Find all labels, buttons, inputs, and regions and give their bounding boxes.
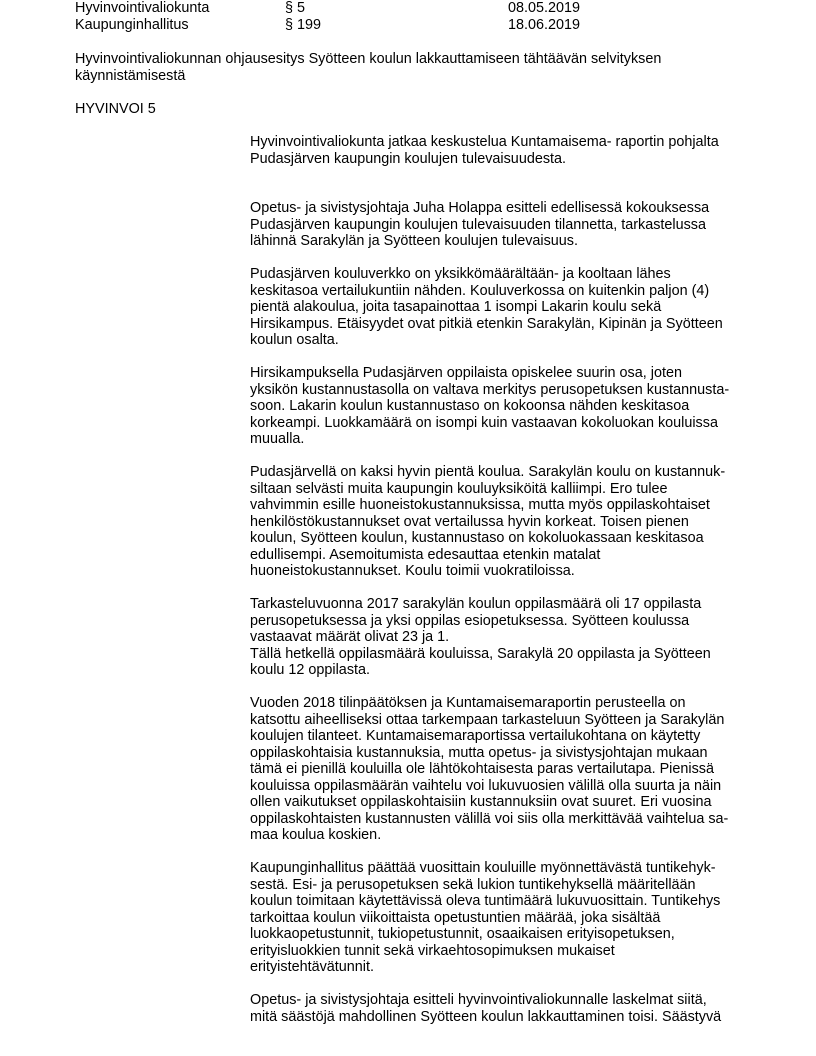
- paragraph: [250, 596, 750, 679]
- paragraph: [250, 365, 750, 448]
- text-line: siltaan selvästi muita kaupungin kouluyksiköitä kalliimpi. Ero tulee: [250, 480, 668, 497]
- text-line: Opetus- ja sivistysjohtaja Juha Holappa esitteli edellisessä kokouksessa: [250, 200, 710, 216]
- document-code: HYVINVOI 5: [75, 101, 156, 117]
- paragraph: [250, 860, 750, 976]
- text-line: Tarkasteluvuonna 2017 sarakylän koulun oppilasmäärä oli 17 oppilasta: [250, 596, 702, 612]
- text-line: soon. Lakarin koulun kustannustaso on kokoonsa nähden keskitasoa: [250, 398, 690, 414]
- text-line: Kaupunginhallitus päättää vuosittain kouluille myönnettävästä tuntikehyk-: [250, 860, 716, 876]
- text-line: Hirsikampus. Etäisyydet ovat pitkiä etenkin Sarakylän, Kipinän ja Syötteen: [250, 315, 723, 332]
- text-line: maa koulua koskien.: [250, 827, 382, 843]
- text-line: Hyvinvointivaliokunta jatkaa keskustelua Kuntamaisema- raportin pohjalta: [250, 134, 719, 150]
- document-header: [75, 0, 775, 33]
- text-line: huoneistokustannukset. Koulu toimii vuokratiloissa.: [250, 563, 575, 579]
- text-line: mitä säästöjä mahdollinen Syötteen koulun lakkauttaminen toisi. Säästyvä: [250, 1008, 722, 1025]
- text-line: oppilaskohtaisia kustannuksia, mutta opetus- ja sivistysjohtajan mukaan: [250, 744, 708, 761]
- text-line: perusopetuksessa ja yksi oppilas esiopetuksessa. Syötteen koulussa: [250, 612, 690, 629]
- text-line: henkilöstökustannukset ovat vertailussa hyvin korkeat. Toisen pienen: [250, 513, 689, 530]
- text-line: erityisluokkien tunnit sekä virkaehtosopimuksen mukaiset: [250, 942, 615, 959]
- text-line: Pudasjärven kouluverkko on yksikkömäärältään- ja kooltaan lähes: [250, 266, 671, 282]
- text-line: muualla.: [250, 431, 305, 447]
- subject-line: käynnistämisestä: [75, 67, 186, 84]
- paragraph: [250, 200, 750, 250]
- text-line: kouluissa oppilasmäärän vaihtelu voi lukuvuosien välillä olla suurta ja näin: [250, 777, 722, 794]
- paragraph: [250, 695, 750, 844]
- paragraph: [250, 464, 750, 580]
- text-line: tämä ei pienillä kouluilla ole lähtökohtaisesta paras vertailutapa. Pienissä: [250, 761, 714, 777]
- paragraph: [250, 266, 750, 349]
- text-line: koulun toimitaan käytettävissä oleva tuntimäärä lukuvuosittain. Tuntikehys: [250, 893, 721, 909]
- text-line: edullisempi. Asemoitumista edesauttaa etenkin matalat: [250, 546, 601, 563]
- paragraph: [250, 134, 750, 167]
- text-line: tarkoittaa koulun viikoittaista opetustuntien määrää, joka sisältää: [250, 909, 661, 926]
- text-line: Pudasjärven kaupungin koulujen tulevaisuuden tilannetta, tarkastelussa: [250, 216, 707, 233]
- text-line: Opetus- ja sivistysjohtaja esitteli hyvinvointivaliokunnalle laskelmat siitä,: [250, 992, 707, 1008]
- text-line: Hirsikampuksella Pudasjärven oppilaista opiskelee suurin osa, joten: [250, 365, 682, 381]
- text-line: koulun, Syötteen koulun, kustannustaso on kokoluokassaan keskitasoa: [250, 530, 704, 546]
- header-date: 08.05.2019: [508, 0, 581, 16]
- text-line: korkeampi. Luokkamäärä on isompi kuin vastaavan kokoluokan kouluissa: [250, 414, 718, 431]
- header-section: § 199: [285, 16, 322, 33]
- text-line: vastaavat määrät olivat 23 ja 1.: [250, 629, 450, 645]
- header-section: § 5: [285, 0, 306, 16]
- text-line: erityistehtävätunnit.: [250, 959, 374, 975]
- header-row-committee: [75, 0, 775, 17]
- text-line: koulujen tilanteet. Kuntamaisemaraportissa vertailukohtana on käytetty: [250, 728, 701, 744]
- subject-line: Hyvinvointivaliokunnan ohjausesitys Syötteen koulun lakkauttamiseen tähtäävän selvityksen: [75, 51, 662, 67]
- text-line: Vuoden 2018 tilinpäätöksen ja Kuntamaisemaraportin perusteella on: [250, 695, 686, 711]
- header-org: Kaupunginhallitus: [75, 16, 189, 33]
- text-line: koulu 12 oppilasta.: [250, 662, 371, 678]
- text-line: sestä. Esi- ja perusopetuksen sekä lukion tuntikehyksellä määritellään: [250, 876, 696, 893]
- text-line: ollen vaikutukset oppilaskohtaisiin kustannuksiin ovat suuret. Eri vuosina: [250, 794, 712, 810]
- text-line: luokkaopetustunnit, tukiopetustunnit, osaaikaisen erityisopetuksen,: [250, 926, 675, 942]
- text-line: Tällä hetkellä oppilasmäärä kouluissa, Sarakylä 20 oppilasta ja Syötteen: [250, 645, 711, 662]
- header-date: 18.06.2019: [508, 16, 581, 33]
- text-line: vahvimmin esille huoneistokustannuksissa, mutta myös oppilaskohtaiset: [250, 497, 710, 513]
- header-org: Hyvinvointivaliokunta: [75, 0, 210, 16]
- text-line: oppilaskohtaisten kustannusten välillä voi siis olla merkittävää vaihtelua sa-: [250, 810, 729, 827]
- text-line: katsottu aiheelliseksi ottaa tarkempaan tarkasteluun Syötteen ja Sarakylän: [250, 711, 725, 728]
- header-row-board: [75, 17, 775, 34]
- text-line: Pudasjärvellä on kaksi hyvin pientä koulua. Sarakylän koulu on kustannuk-: [250, 464, 726, 480]
- text-line: koulun osalta.: [250, 332, 339, 348]
- text-line: Pudasjärven kaupungin koulujen tulevaisuudesta.: [250, 150, 567, 167]
- paragraph: [250, 992, 750, 1025]
- document-body: [250, 134, 750, 1042]
- text-line: keskitasoa vertailukuntiin nähden. Kouluverkossa on kuitenkin paljon (4): [250, 282, 710, 299]
- text-line: lähinnä Sarakylän ja Syötteen koulujen tulevaisuus.: [250, 233, 578, 249]
- text-line: pientä alakoulua, joita tasapainottaa 1 isompi Lakarin koulu sekä: [250, 299, 662, 315]
- document-subject: [75, 51, 715, 84]
- text-line: yksikön kustannustasolla on valtava merkitys perusopetuksen kustannusta-: [250, 381, 730, 398]
